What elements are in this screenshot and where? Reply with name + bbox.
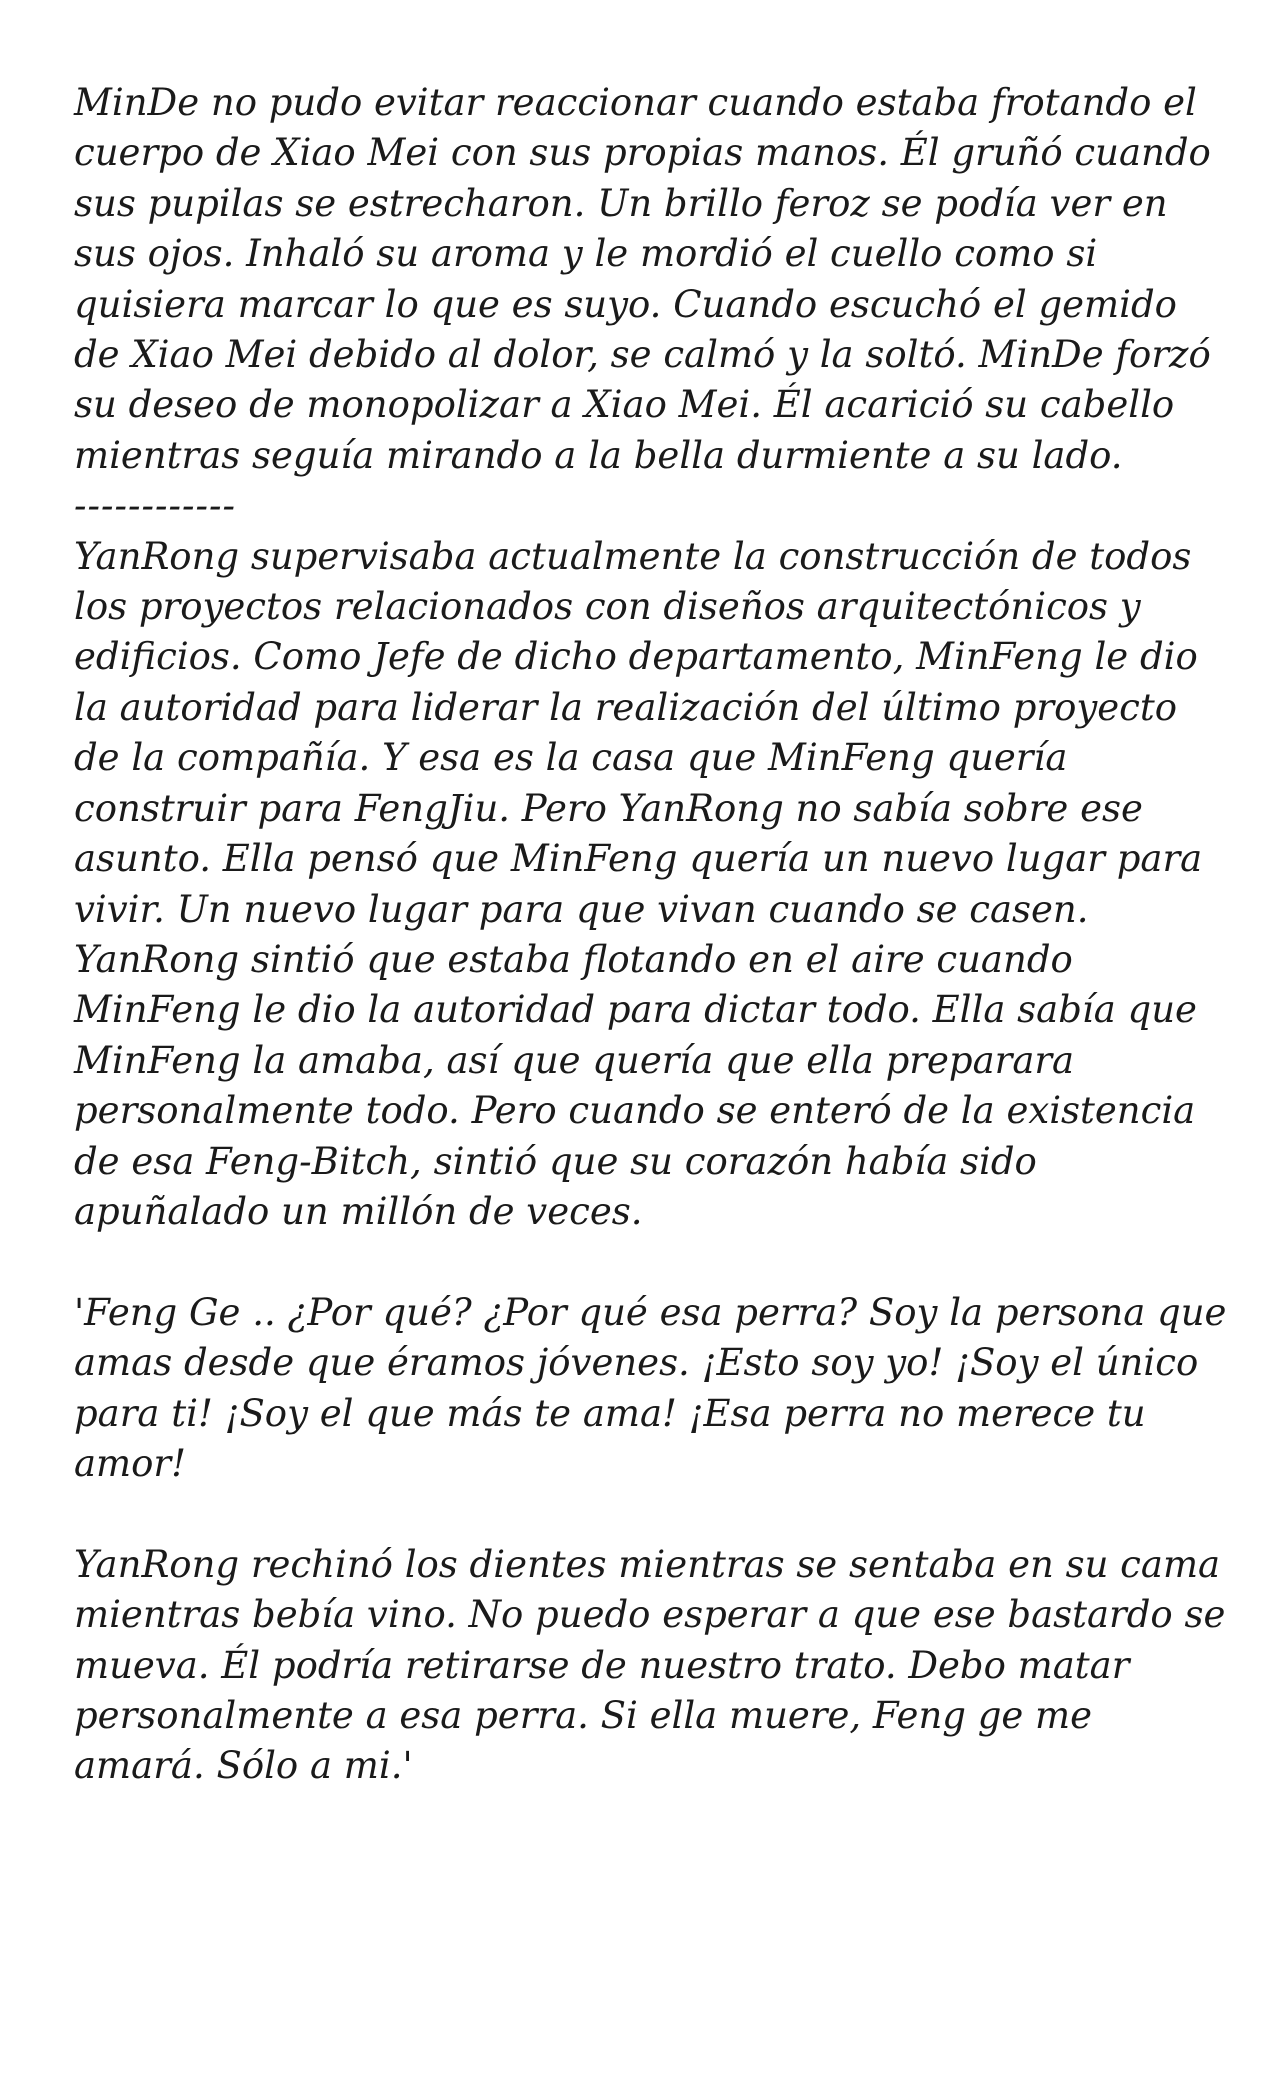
paragraph-gap (74, 1489, 1234, 1539)
paragraph-gap (74, 1237, 1234, 1287)
paragraph-yanrong-project: YanRong supervisaba actualmente la construcción de todos los proyectos relacionados con diseños arquitectónicos y edificios. Como Jefe de dicho departamento, MinFeng le dio la autoridad para liderar la realización del último proyecto de la compañía. Y esa es la casa que MinFeng quería construir para FengJiu. Pero YanRong no sabía sobre ese asunto. Ella pensó que MinFeng quería un nuevo lugar para vivir. Un nuevo lugar para que vivan cuando se casen. YanRong sintió que estaba flotando en el aire cuando MinFeng le dio la autoridad para dictar todo. Ella sabía que MinFeng la amaba, así que quería que ella preparara personalmente todo. Pero cuando se enteró de la existencia de esa Feng-Bitch, sintió que su corazón había sido apuñalado un millón de veces. (74, 534, 1203, 1233)
paragraph-feng-ge-thought: 'Feng Ge .. ¿Por qué? ¿Por qué esa perra? Soy la persona que amas desde que éramos jóvenes. ¡Esto soy yo! ¡Soy el único para ti! ¡Soy el que más te ama! ¡Esa perra no merece tu amor! (74, 1290, 1227, 1485)
document-body (74, 78, 1234, 1792)
section-separator: ------------ (74, 484, 237, 528)
paragraph-minde: MinDe no pudo evitar reaccionar cuando estaba frotando el cuerpo de Xiao Mei con sus propias manos. Él gruñó cuando sus pupilas se estrecharon. Un brillo feroz se podía ver en sus ojos. Inhaló su aroma y le mordió el cuello como si quisiera marcar lo que es suyo. Cuando escuchó el gemido de Xiao Mei debido al dolor, se calmó y la soltó. MinDe forzó su deseo de monopolizar a Xiao Mei. Él acarició su cabello mientras seguía mirando a la bella durmiente a su lado. (74, 81, 1211, 477)
paragraph-yanrong-wine: YanRong rechinó los dientes mientras se sentaba en su cama mientras bebía vino. No puedo esperar a que ese bastardo se mueva. Él podría retirarse de nuestro trato. Debo matar personalmente a esa perra. Si ella muere, Feng ge me amará. Sólo a mi.' (74, 1542, 1226, 1788)
